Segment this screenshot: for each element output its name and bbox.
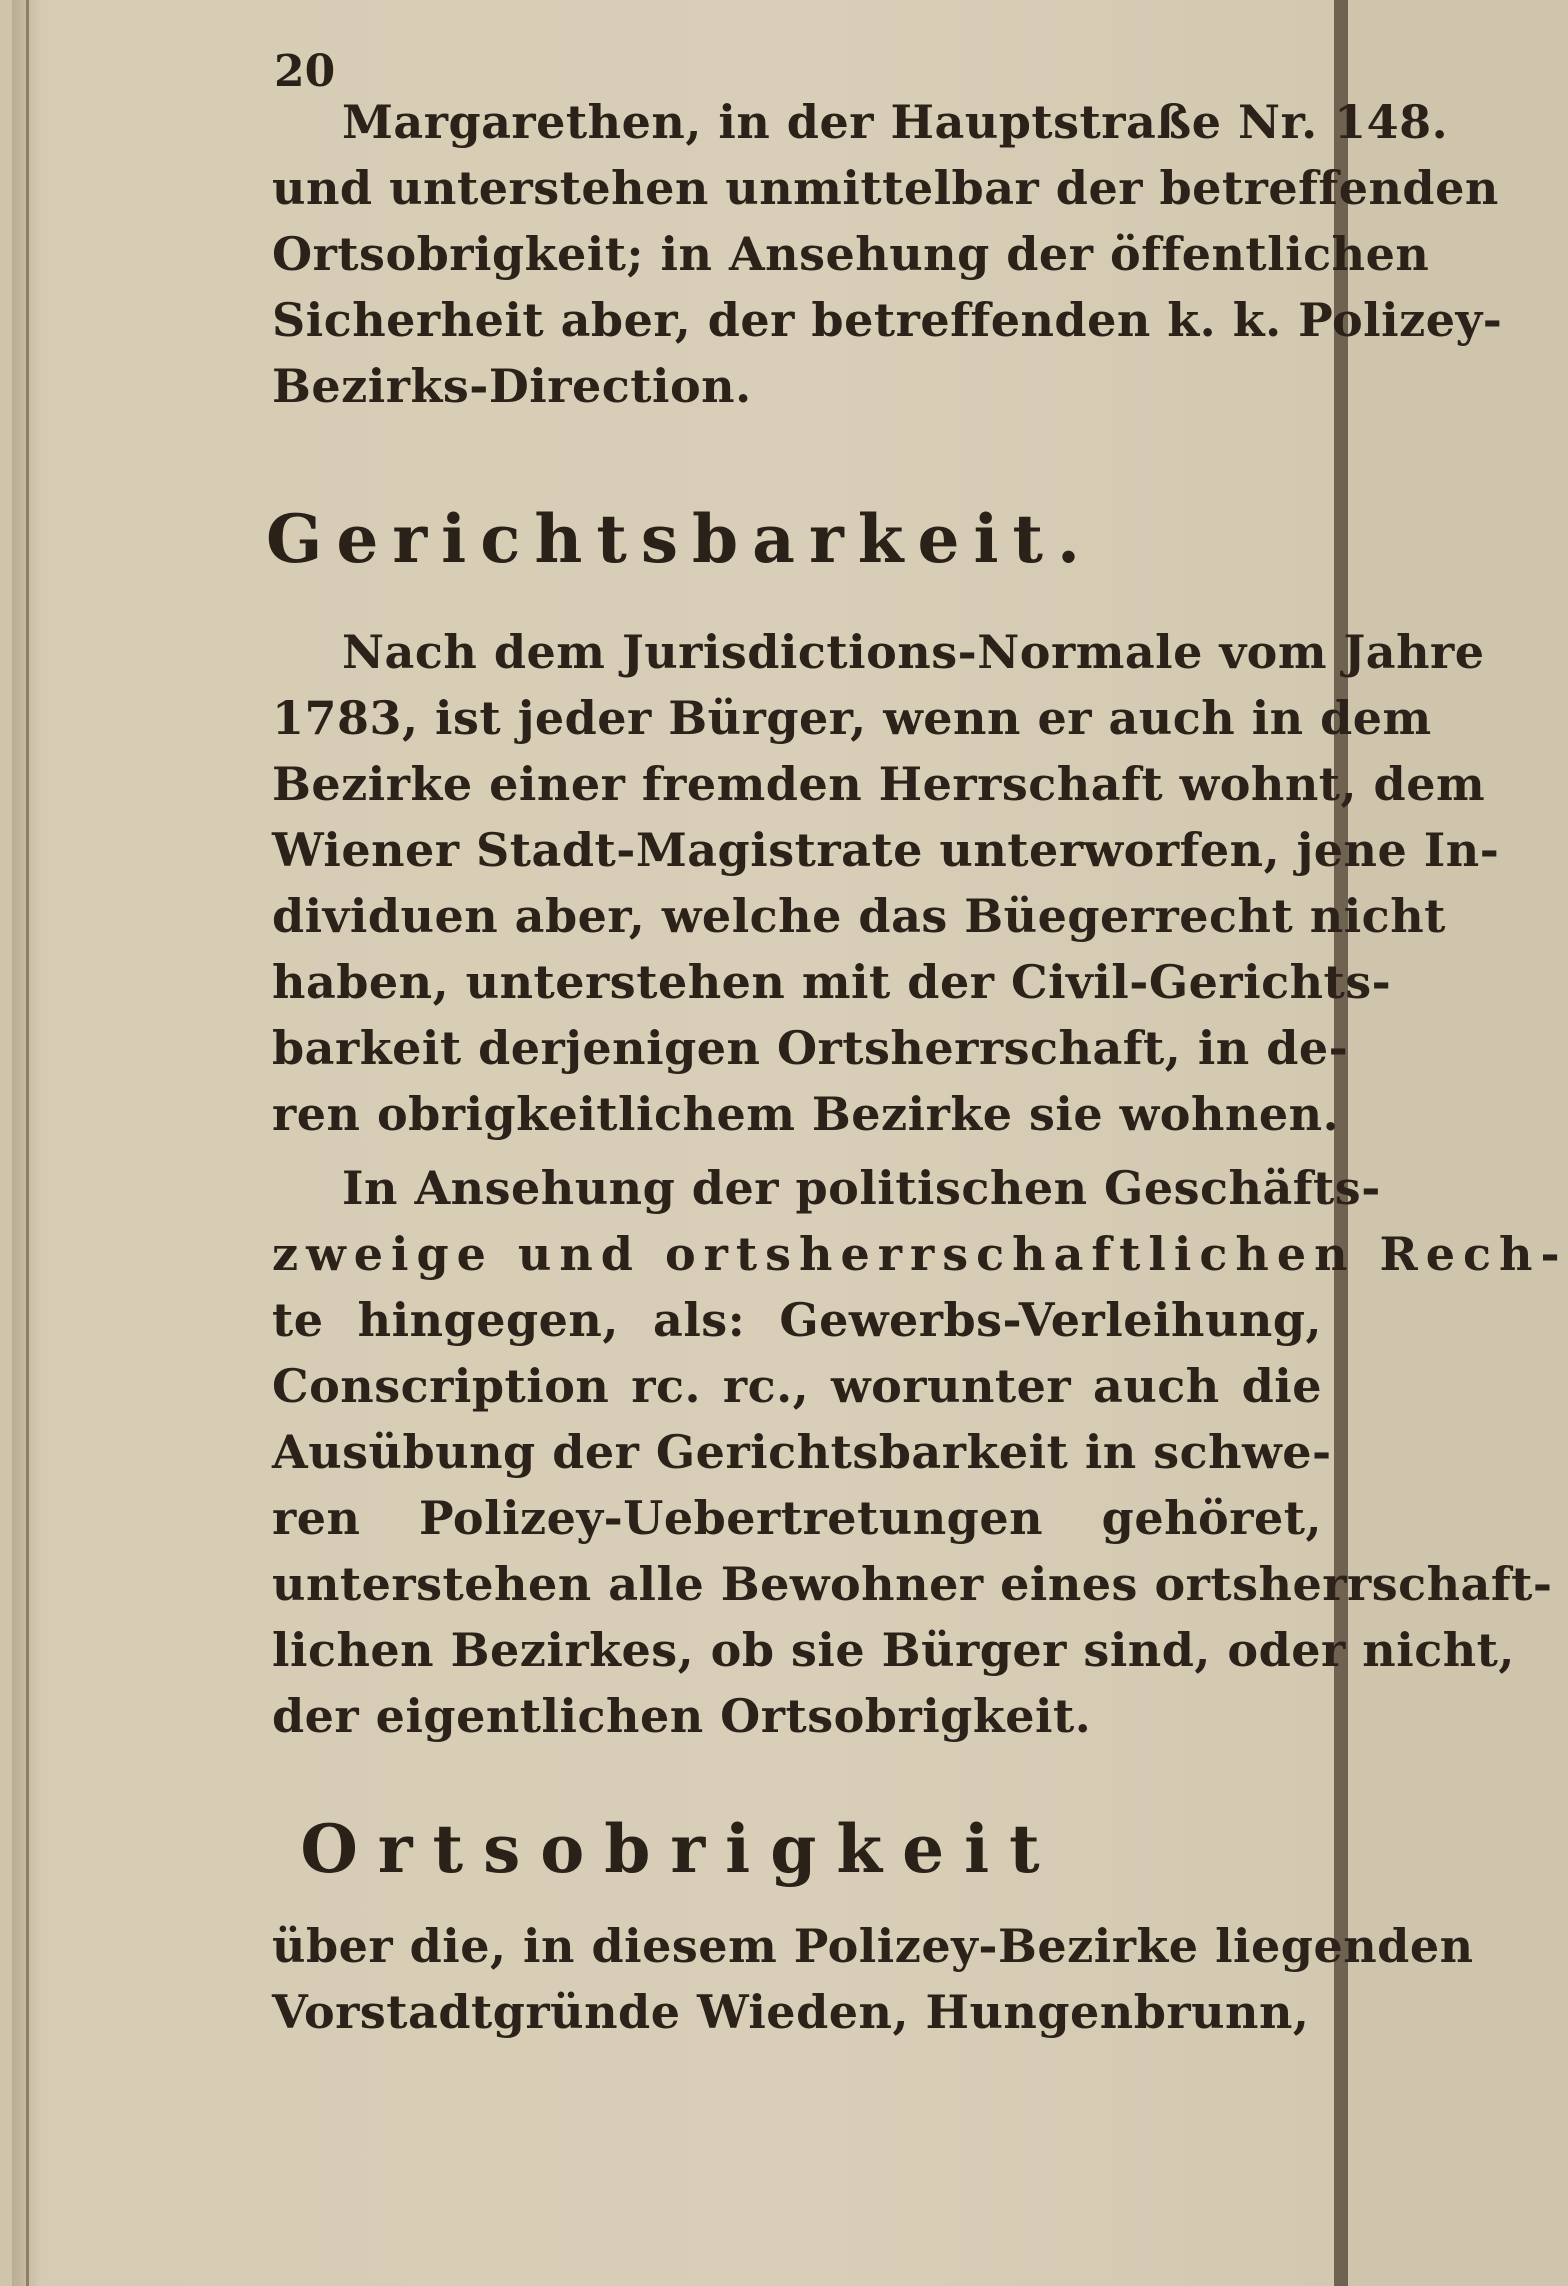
text-line: Sicherheit aber, der betreffenden k. k. Polizey- [272,293,1503,347]
book-page [12,0,1568,2286]
page-gutter [26,0,29,2286]
text-line: Bezirke einer fremden Herrschaft wohnt, dem [272,757,1486,811]
text-line: unterstehen alle Bewohner eines ortsherrschaft- [272,1557,1553,1611]
text-line: barkeit derjenigen Ortsherrschaft, in de- [272,1021,1349,1075]
text-line: In Ansehung der politischen Geschäfts- [342,1161,1381,1215]
section-heading: Ortsobrigkeit [300,1810,1060,1888]
text-line: 1783, ist jeder Bürger, wenn er auch in dem [272,691,1432,745]
text-line: ren Polizey-Uebertretungen gehöret, [272,1491,1322,1545]
text-line: Wiener Stadt-Magistrate unterworfen, jene In- [272,823,1500,877]
text-line: über die, in diesem Polizey-Bezirke liegenden [272,1919,1474,1973]
text-line: der eigentlichen Ortsobrigkeit. [272,1689,1092,1743]
page-number: 20 [274,46,336,97]
text-line: ren obrigkeitlichem Bezirke sie wohnen. [272,1087,1340,1141]
text-line: te hingegen, als: Gewerbs-Verleihung, [272,1293,1322,1347]
text-line: Nach dem Jurisdictions-Normale vom Jahre [342,625,1485,679]
text-line: Ortsobrigkeit; in Ansehung der öffentlichen [272,227,1430,281]
text-line: und unterstehen unmittelbar der betreffenden [272,161,1499,215]
text-line: Margarethen, in der Hauptstraße Nr. 148. [342,95,1449,149]
text-line: zweige und ortsherrschaftlichen Rech- [272,1227,1568,1281]
text-line: Conscription rc. rc., worunter auch die [272,1359,1322,1413]
text-line: haben, unterstehen mit der Civil-Gerichts- [272,955,1392,1009]
text-line: Vorstadtgründe Wieden, Hungenbrunn, [272,1985,1310,2039]
text-line: Ausübung der Gerichtsbarkeit in schwe- [272,1425,1332,1479]
text-line: lichen Bezirkes, ob sie Bürger sind, oder nicht, [272,1623,1515,1677]
section-heading: Gerichtsbarkeit. [266,500,1094,578]
text-line: dividuen aber, welche das Büegerrecht nicht [272,889,1446,943]
text-line: Bezirks-Direction. [272,359,752,413]
